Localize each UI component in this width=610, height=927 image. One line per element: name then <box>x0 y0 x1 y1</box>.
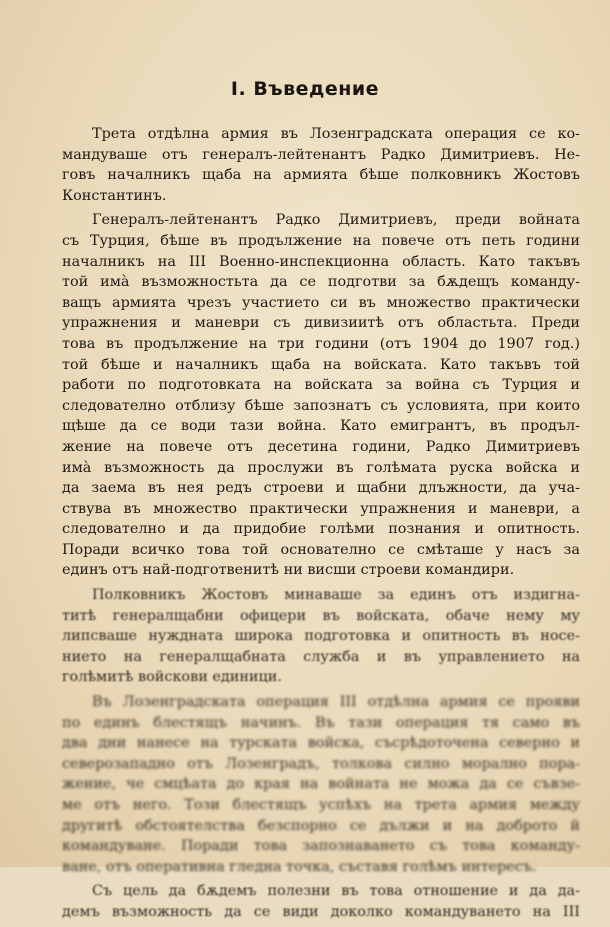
text-line: Полковникъ Жостовъ минаваше за единъ отъ издигна- <box>92 587 580 604</box>
text-line: щѣше да се води тази война. Като емигрантъ, въ продъл- <box>62 418 580 435</box>
paragraph-4 <box>62 692 580 877</box>
text-line: Константинъ. <box>62 187 167 204</box>
text-line: демъ възможность да се види доколко командуването на III <box>62 903 580 920</box>
text-line: северозападно отъ Лозенградъ, толкова силно морално пора- <box>62 755 580 772</box>
text-line: работи по подготовката на войската за война съ Турция и <box>62 377 580 394</box>
text-line: началникъ на III Военно-инспекционна область. Като такъвъ <box>62 253 580 270</box>
text-line: другитѣ обстоятелства безспорно се дължи и на доброто й <box>62 817 580 834</box>
text-line: нието на генералщабната служба и въ управлението на <box>62 648 580 665</box>
text-line: Поради всичко това той основателно се смѣташе у насъ за <box>62 541 580 558</box>
text-line: упражнения и маневри съ дивизиитѣ отъ областьта. Преди <box>62 315 580 332</box>
text-line: ване, отъ оперативна гледна точка, съставя голѣмъ интересъ. <box>62 858 537 875</box>
text-line: голѣмитѣ войскови единици. <box>62 669 282 686</box>
text-line: липсваше нуждната широка подготовка и опитность въ носе- <box>62 628 580 645</box>
text-line: по единъ блестящъ начинъ. Въ тази операция тя само въ <box>62 714 580 731</box>
text-line: говъ началникъ щаба на армията бѣше полковникъ Жостовъ <box>62 167 580 184</box>
paragraph-1 <box>62 124 580 206</box>
text-line: командуване. Поради това запознаването съ това команду- <box>62 838 580 855</box>
paragraph-5 <box>62 881 580 922</box>
text-line: следователно и да придобие голѣми познания и опитность. <box>62 521 580 538</box>
chapter-heading: I. Въведение <box>230 78 380 100</box>
text-line: жение на повече отъ десетина години, Радко Димитриевъ <box>62 438 580 455</box>
document-body <box>62 124 580 927</box>
text-line: ствува въ множество практически упражнения и маневри, а <box>62 500 580 517</box>
text-line: Генералъ-лейтенантъ Радко Димитриевъ, преди войната <box>92 212 580 229</box>
text-line: той бѣше и началникъ щаба на войската. Като такъвъ той <box>62 356 580 373</box>
text-line: той имà възможностьта да се подготви за бѫдещъ команду- <box>62 274 580 291</box>
text-line: два дни нанесе на турската войска, съсрѣдоточена северно и <box>62 735 580 752</box>
text-line: имà възможность да прослужи въ голѣмата руска войска и <box>62 459 580 476</box>
text-line: съ Турция, бѣше въ продължение на повече отъ петь години <box>62 232 580 249</box>
text-line: титѣ генералщабни офицери въ войската, обаче нему му <box>62 607 580 624</box>
text-line: това въ продължение на три години (отъ 1904 до 1907 год.) <box>62 335 580 352</box>
paragraph-3 <box>62 585 580 688</box>
text-line: единъ отъ най-подготвенитѣ ни висши строеви командири. <box>62 562 515 579</box>
text-line: Трета отдѣлна армия въ Лозенградската операция се ко- <box>92 126 580 142</box>
text-line: ме отъ него. Този блестящъ успѣхъ на трета армия между <box>62 797 580 813</box>
text-line: следователно отблизу бѣше запознатъ съ условията, при които <box>62 397 580 414</box>
text-line: Въ Лозенградската операция III отдѣлна армия се прояви <box>92 694 580 711</box>
text-line: да заема въ нея редъ строеви и щабни длъжности, да уча- <box>62 480 580 497</box>
paragraph-2 <box>62 210 580 581</box>
text-line: Съ цель да бѫдемъ полезни въ това отношение и да да- <box>92 883 580 900</box>
text-line: мандуваше отъ генералъ-лейтенантъ Радко Димитриевъ. Не- <box>62 146 580 163</box>
text-line: жение, че смцѣата до края на войната не можа да се съвзе- <box>62 776 580 793</box>
text-line: ващъ армията чрезъ участието си въ множество практически <box>62 294 580 311</box>
